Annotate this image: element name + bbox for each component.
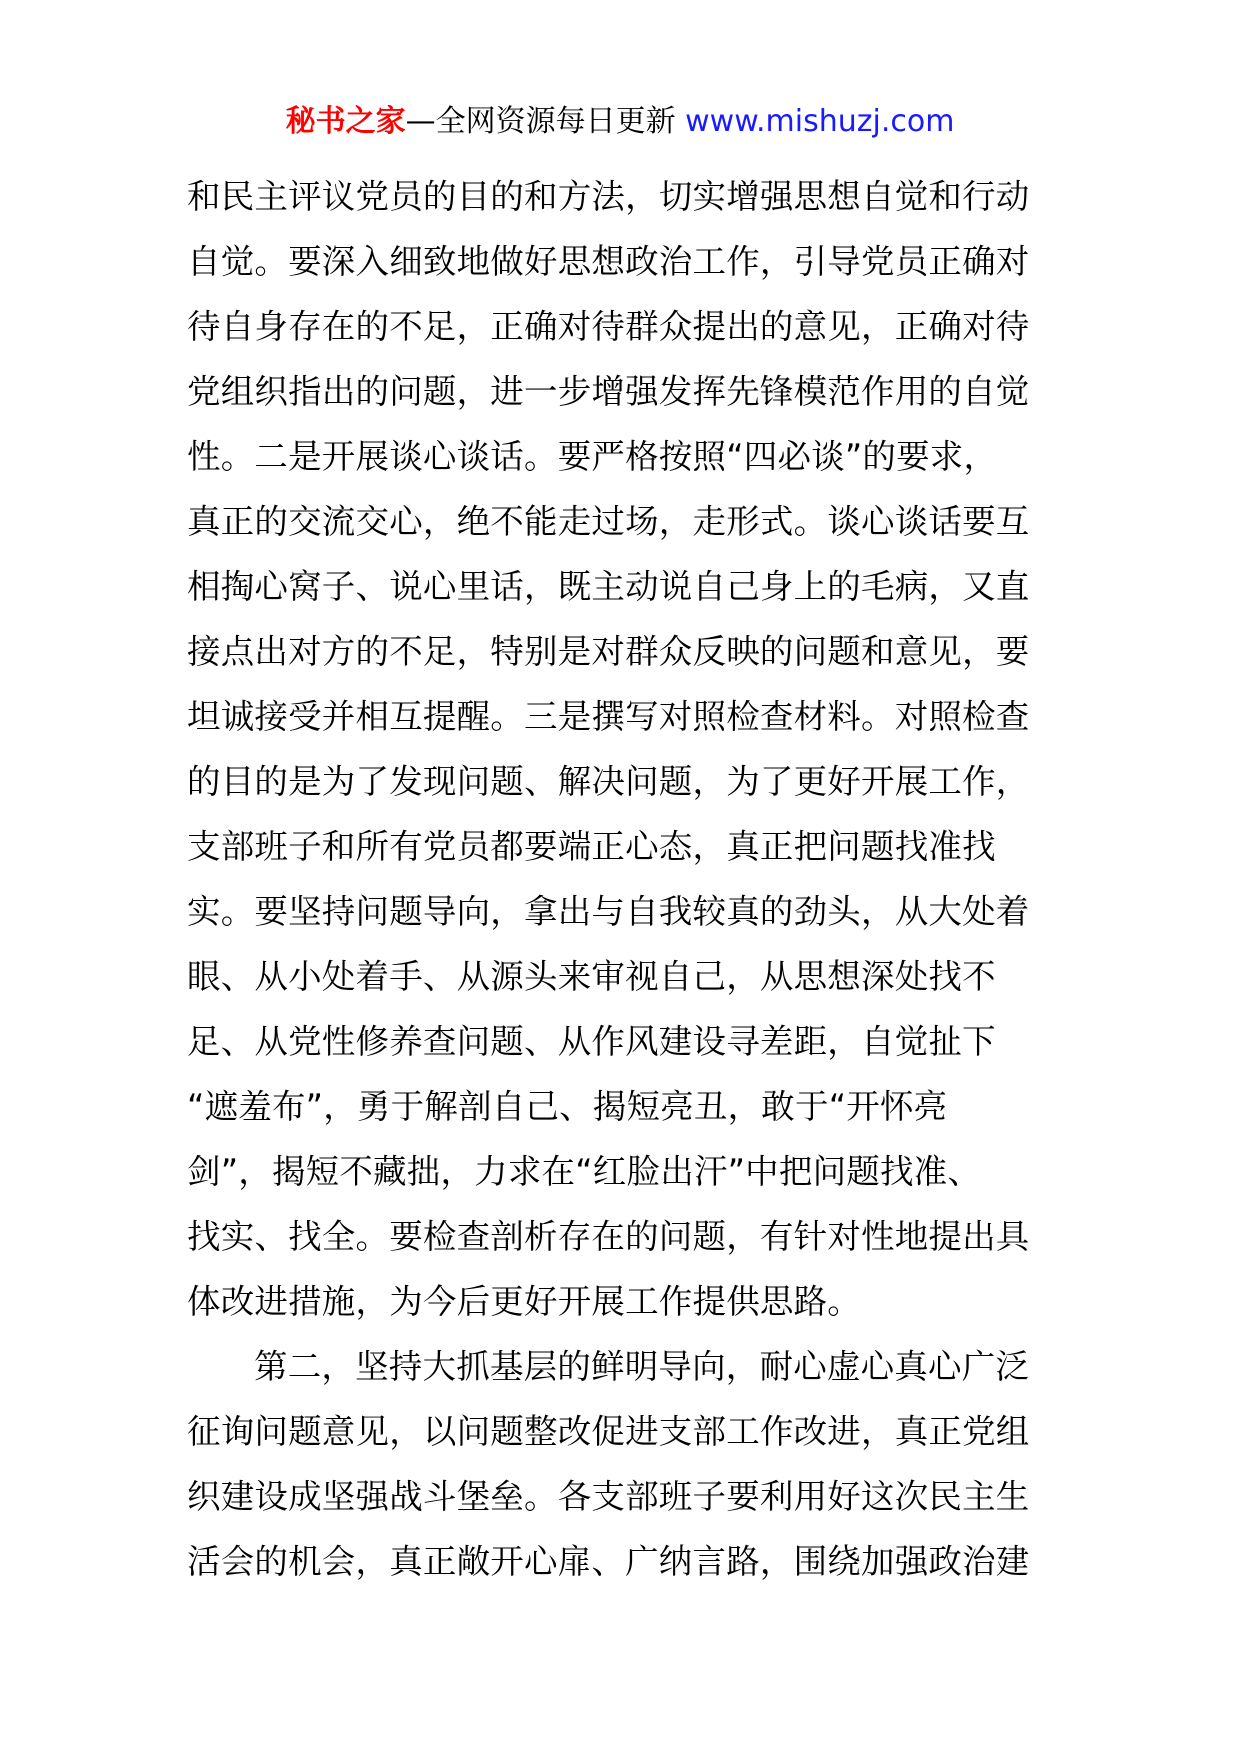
page-header (0, 100, 1240, 144)
text-line: 活会的机会，真正敞开心扉、广纳言路，围绕加强政治建 (187, 1542, 1030, 1581)
text-line: 接点出对方的不足，特别是对群众反映的问题和意见，要 (187, 632, 1030, 671)
text-line: 相掏心窝子、说心里话，既主动说自己身上的毛病，又直 (187, 567, 1030, 606)
text-line: 性。二是开展谈心谈话。要严格按照“四必谈”的要求， (187, 437, 998, 476)
header-brand: 秘书之家 (285, 104, 406, 139)
text-line: 待自身存在的不足，正确对待群众提出的意见，正确对待 (187, 307, 1030, 346)
text-line: 织建设成坚强战斗堡垒。各支部班子要利用好这次民主生 (187, 1477, 1030, 1516)
header-url-link[interactable]: www.mishuzj.com (685, 104, 955, 139)
text-line: 支部班子和所有党员都要端正心态，真正把问题找准找 (187, 827, 996, 866)
text-line: 眼、从小处着手、从源头来审视自己，从思想深处找不 (187, 957, 996, 996)
text-line: 足、从党性修养查问题、从作风建设寻差距，自觉扯下 (187, 1022, 996, 1061)
text-line: “遮羞布”，勇于解剖自己、揭短亮丑，敢于“开怀亮 (187, 1087, 948, 1126)
text-line: 找实、找全。要检查剖析存在的问题，有针对性地提出具 (187, 1217, 1030, 1256)
text-line: 实。要坚持问题导向，拿出与自我较真的劲头，从大处着 (187, 892, 1030, 931)
text-line: 坦诚接受并相互提醒。三是撰写对照检查材料。对照检查 (187, 697, 1030, 736)
text-line: 和民主评议党员的目的和方法，切实增强思想自觉和行动 (187, 177, 1030, 216)
text-line: 党组织指出的问题，进一步增强发挥先锋模范作用的自觉 (187, 372, 1030, 411)
text-line: 的目的是为了发现问题、解决问题，为了更好开展工作， (187, 762, 1030, 801)
text-line: 自觉。要深入细致地做好思想政治工作，引导党员正确对 (187, 242, 1030, 281)
text-line: 真正的交流交心，绝不能走过场，走形式。谈心谈话要互 (187, 502, 1030, 541)
text-line: 征询问题意见，以问题整改促进支部工作改进，真正党组 (187, 1412, 1030, 1451)
header-tagline: —全网资源每日更新 (405, 104, 676, 139)
document-body (187, 164, 1057, 1594)
text-line: 体改进措施，为今后更好开展工作提供思路。 (187, 1282, 861, 1321)
paragraph-start-line: 第二，坚持大抓基层的鲜明导向，耐心虚心真心广泛 (254, 1347, 1030, 1386)
text-line: 剑”，揭短不藏拙，力求在“红脸出汗”中把问题找准、 (187, 1152, 982, 1191)
